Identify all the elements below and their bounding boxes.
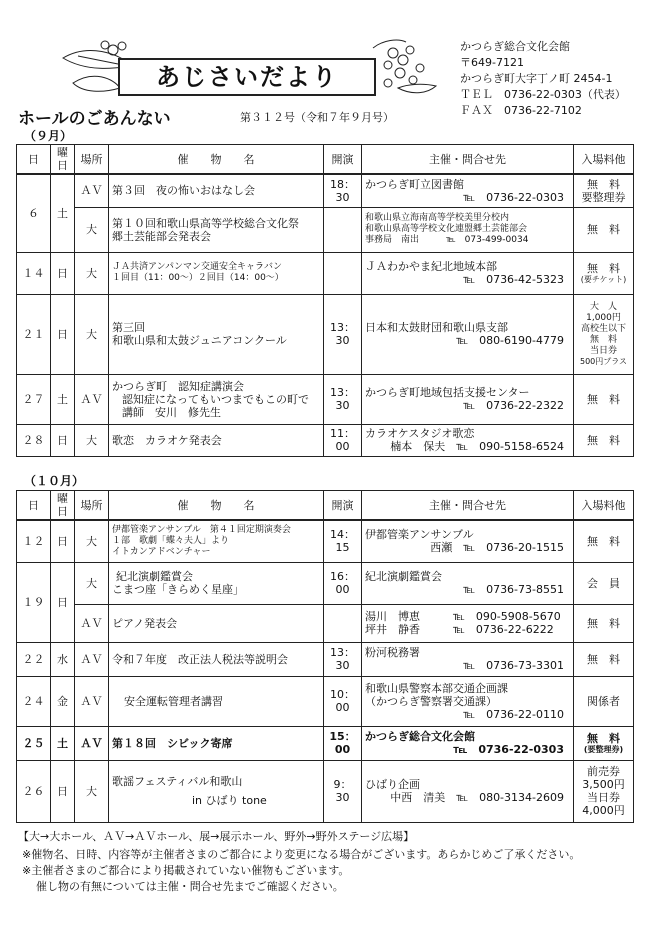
contact-cell: [362, 520, 574, 562]
contact-name: 紀北演劇鑑賞会: [365, 570, 442, 583]
col-venue: 場所: [75, 491, 109, 521]
event-cell: [109, 604, 324, 642]
venue-cell: 大: [75, 207, 109, 252]
time-cell: 11：00: [324, 424, 362, 456]
event-cell: [109, 760, 324, 822]
venue-cell: ＡＶ: [75, 642, 109, 676]
event-line: 伊都管楽アンサンブル 第４１回定期演奏会: [112, 524, 291, 535]
weekday-cell: 日: [51, 294, 75, 374]
org-fax: ＦＡＸ 0736-22-7102: [460, 104, 582, 117]
event-line: ピアノ発表会: [112, 616, 178, 630]
time-cell: 16：00: [324, 562, 362, 604]
contact-tel: 楠本 保夫 ℡ 090-5158-6524: [390, 440, 564, 453]
event-cell: [109, 642, 324, 676]
event-line: 歌恋 カラオケ発表会: [112, 433, 222, 447]
org-address: かつらぎ町大字丁ノ町 2454-1: [460, 72, 613, 85]
table-row: [17, 726, 634, 760]
venue-cell: 大: [75, 424, 109, 456]
day-cell: ２６: [17, 760, 51, 822]
weekday-cell: 日: [51, 562, 75, 642]
fee-cell: [574, 604, 634, 642]
venue-cell: ＡＶ: [75, 374, 109, 424]
event-cell: [109, 520, 324, 562]
contact-line: 和歌山県警察本部交通企画課: [365, 681, 508, 695]
venue-cell: 大: [75, 294, 109, 374]
weekday-cell: 日: [51, 520, 75, 562]
time-cell: 13：30: [324, 294, 362, 374]
contact-cell: [362, 760, 574, 822]
fee-line: 無 料: [587, 223, 620, 236]
event-line: イトカンアドベンチャー: [112, 546, 211, 557]
event-line: 紀北演劇鑑賞会: [116, 570, 193, 583]
fee-cell: [574, 294, 634, 374]
fee-cell: [574, 252, 634, 294]
contact-line: （かつらぎ警察署交通課）: [365, 694, 497, 708]
event-line: 第１８回 シビック寄席: [112, 736, 233, 750]
table-row: [17, 642, 634, 676]
schedule-table-september: [16, 144, 634, 457]
table-row: [17, 252, 634, 294]
venue-cell: ＡＶ: [75, 676, 109, 726]
event-line: 講師 安川 修先生: [122, 405, 221, 419]
weekday-cell: 日: [51, 252, 75, 294]
col-event: 催 物 名: [109, 145, 324, 175]
event-cell: [109, 424, 324, 456]
venue-cell: 大: [75, 760, 109, 822]
event-line: 第３回 夜の怖いおはなし会: [112, 184, 255, 198]
fee-line: 当日券: [587, 791, 620, 804]
weekday-cell: 水: [51, 642, 75, 676]
contact-cell: [362, 294, 574, 374]
month-label-october: （１０月）: [24, 474, 85, 488]
fee-cell: [574, 207, 634, 252]
event-cell: [109, 562, 324, 604]
fee-line: 無 料: [587, 616, 620, 630]
note-confirm: 催し物の有無については主催・問合せ先までご確認ください。: [36, 880, 344, 893]
contact-tel: ℡ 0736-73-8551: [463, 583, 564, 596]
fee-line: 無 料: [587, 732, 620, 745]
time-cell: 15：00: [324, 726, 362, 760]
fee-line: 無 料: [587, 433, 620, 447]
contact-cell: [362, 562, 574, 604]
day-cell: ６: [17, 174, 51, 252]
col-weekday: 曜日: [51, 491, 75, 521]
weekday-cell: 土: [51, 726, 75, 760]
org-tel: ＴＥＬ 0736-22-0303（代表）: [460, 88, 626, 101]
event-line: 第１０回和歌山県高等学校総合文化祭: [112, 216, 299, 230]
event-cell: [109, 174, 324, 207]
weekday-cell: 土: [51, 174, 75, 252]
table-row: [17, 676, 634, 726]
contact-cell: [362, 642, 574, 676]
fee-line: 関係者: [587, 694, 620, 708]
contact-tel: ℡ 0736-42-5323: [463, 273, 564, 286]
contact-tel: 西瀬 ℡ 0736-20-1515: [430, 541, 564, 555]
fee-cell: [574, 676, 634, 726]
time-cell: 13：30: [324, 374, 362, 424]
contact-name: 日本和太鼓財団和歌山県支部: [365, 321, 508, 334]
col-event: 催 物 名: [109, 491, 324, 521]
col-day: 日: [17, 145, 51, 175]
col-time: 開演: [324, 145, 362, 175]
day-cell: １２: [17, 520, 51, 562]
venue-cell: 大: [75, 562, 109, 604]
fee-line: 無 料: [587, 177, 620, 191]
venue-cell: ＡＶ: [75, 726, 109, 760]
fee-cell: [574, 374, 634, 424]
contact-tel: ℡ 080-6190-4779: [456, 334, 564, 347]
contact-tel: ℡ 0736-73-3301: [463, 659, 564, 672]
event-line: こまつ座「きらめく星座」: [112, 583, 244, 596]
table-row: [17, 562, 634, 604]
table-row: [17, 294, 634, 374]
event-cell: [109, 252, 324, 294]
contact-name: 粉河税務署: [365, 646, 420, 659]
col-fee: 入場料他: [574, 491, 634, 521]
table-row: [17, 207, 634, 252]
event-line: 歌謡フェスティバル和歌山: [112, 775, 243, 788]
fee-line: 無 料: [587, 652, 620, 666]
day-cell: ２８: [17, 424, 51, 456]
time-cell: 9：30: [324, 760, 362, 822]
table-row: [17, 520, 634, 562]
table-row: [17, 604, 634, 642]
time-cell: 10：00: [324, 676, 362, 726]
day-cell: ２１: [17, 294, 51, 374]
month-label-september: （９月）: [24, 129, 73, 143]
col-contact: 主催・問合せ先: [362, 145, 574, 175]
contact-tel: ℡ 0736-22-0110: [463, 707, 564, 721]
event-cell: [109, 676, 324, 726]
contact-line: 事務局 南出 ℡ 073-499-0034: [365, 235, 529, 245]
issue-number: 第３１２号（令和７年９月号）: [240, 111, 394, 124]
fee-cell: [574, 562, 634, 604]
fee-line: 大 人: [589, 302, 617, 312]
weekday-cell: 日: [51, 424, 75, 456]
event-line: 郷土芸能部会発表会: [112, 229, 211, 243]
event-line: １回目（11：00～）２回目（14：00～）: [112, 273, 284, 283]
fee-cell: [574, 726, 634, 760]
newsletter-title: あじさいだより: [118, 58, 376, 96]
event-cell: [109, 294, 324, 374]
event-line: in ひばり tone: [192, 794, 267, 807]
fee-cell: [574, 642, 634, 676]
col-fee: 入場料他: [574, 145, 634, 175]
fee-cell: [574, 424, 634, 456]
contact-name: 伊都管楽アンサンブル: [365, 528, 474, 542]
time-cell: [324, 207, 362, 252]
event-line: 認知症になってもいつまでもこの町で: [122, 392, 309, 406]
table-row: [17, 424, 634, 456]
contact-cell: [362, 207, 574, 252]
fee-line: 3,500円: [582, 778, 625, 791]
fee-cell: [574, 520, 634, 562]
day-cell: ２２: [17, 642, 51, 676]
contact-cell: [362, 174, 574, 207]
contact-name: かつらぎ総合文化会館: [365, 730, 475, 743]
org-name: かつらぎ総合文化会館: [460, 40, 570, 53]
time-cell: 13：30: [324, 642, 362, 676]
contact-tel: ℡ 0736-22-0303: [453, 743, 564, 756]
venue-cell: 大: [75, 252, 109, 294]
event-line: 安全運転管理者講習: [124, 694, 223, 708]
time-cell: 14：15: [324, 520, 362, 562]
contact-cell: [362, 252, 574, 294]
event-line: 令和７年度 改正法人税法等説明会: [112, 652, 288, 666]
fee-line: 無 料: [587, 534, 620, 548]
fee-line: 無 料: [589, 335, 617, 345]
fee-line: 無 料: [587, 262, 620, 275]
col-weekday: 曜日: [51, 145, 75, 175]
contact-line: 湯川 博恵 ℡ 090-5908-5670: [365, 610, 561, 623]
contact-name: カラオケスタジオ歌恋: [365, 427, 475, 440]
col-day: 日: [17, 491, 51, 521]
event-line: 和歌山県和太鼓ジュニアコンクール: [112, 334, 287, 347]
fee-line: 当日券: [589, 346, 617, 356]
fee-cell: [574, 174, 634, 207]
table-row: [17, 760, 634, 822]
fee-line: 無 料: [587, 392, 620, 406]
fee-line: 4,000円: [582, 804, 625, 817]
day-cell: ２７: [17, 374, 51, 424]
event-line: かつらぎ町 認知症講演会: [112, 379, 244, 393]
venue-cell: ＡＶ: [75, 174, 109, 207]
schedule-table-october: [16, 490, 634, 823]
col-contact: 主催・問合せ先: [362, 491, 574, 521]
contact-name: かつらぎ町立図書館: [365, 177, 464, 191]
contact-cell: [362, 604, 574, 642]
contact-tel: ℡ 0736-22-2322: [463, 399, 564, 412]
fee-line: 高校生以下: [580, 324, 626, 334]
day-cell: ２４: [17, 676, 51, 726]
venue-cell: ＡＶ: [75, 604, 109, 642]
fee-line: 500円プラス: [579, 357, 628, 366]
fee-line: (要チケット): [580, 275, 627, 284]
contact-line: 和歌山県高等学校文化連盟郷土芸能部会: [365, 224, 528, 234]
event-cell: [109, 374, 324, 424]
contact-line: 和歌山県立海南高等学校美里分校内: [365, 213, 510, 223]
table-row: [17, 374, 634, 424]
event-line: 第三回: [112, 321, 145, 334]
time-cell: [324, 252, 362, 294]
fee-cell: [574, 760, 634, 822]
contact-cell: [362, 726, 574, 760]
contact-name: ＪＡわかやま紀北地域本部: [365, 260, 497, 273]
contact-cell: [362, 676, 574, 726]
time-cell: 18：30: [324, 174, 362, 207]
fee-line: 要整理券: [581, 190, 626, 204]
fee-line: 会 員: [587, 576, 620, 590]
fee-line: 前売券: [587, 765, 620, 778]
col-venue: 場所: [75, 145, 109, 175]
event-cell: [109, 207, 324, 252]
day-cell: ２５: [17, 726, 51, 760]
event-line: ＪＡ共済アンパンマン交通安全キャラバン: [112, 262, 283, 272]
contact-cell: [362, 424, 574, 456]
weekday-cell: 金: [51, 676, 75, 726]
event-line: １部 歌劇「蝶々夫人」より: [112, 535, 230, 546]
time-cell: [324, 604, 362, 642]
contact-tel: ℡ 0736-22-0303: [463, 190, 564, 204]
weekday-cell: 土: [51, 374, 75, 424]
day-cell: １４: [17, 252, 51, 294]
table-row: [17, 174, 634, 207]
col-time: 開演: [324, 491, 362, 521]
fee-line: (要整理券): [583, 745, 624, 754]
event-cell: [109, 726, 324, 760]
section-title: ホールのごあんない: [18, 109, 171, 129]
venue-cell: 大: [75, 520, 109, 562]
weekday-cell: 日: [51, 760, 75, 822]
contact-name: ひばり企画: [365, 778, 420, 791]
venue-legend: 【大→大ホール、ＡＶ→ＡＶホール、展→展示ホール、野外→野外ステージ広場】: [18, 830, 415, 843]
note-unlisted: ※主催者さまのご都合により掲載されていない催物もございます。: [22, 864, 350, 877]
org-postal: 〒649-7121: [460, 56, 524, 69]
note-change: ※催物名、日時、内容等が主催者さまのご都合により変更になる場合がございます。あらかじめご了承ください。: [22, 848, 581, 861]
fee-line: 1,000円: [586, 313, 621, 323]
contact-tel: 中西 清美 ℡ 080-3134-2609: [390, 791, 564, 804]
contact-name: かつらぎ町地域包括支援センター: [365, 386, 530, 399]
contact-cell: [362, 374, 574, 424]
contact-line: 坪井 静香 ℡ 0736-22-6222: [365, 623, 554, 636]
day-cell: １９: [17, 562, 51, 642]
